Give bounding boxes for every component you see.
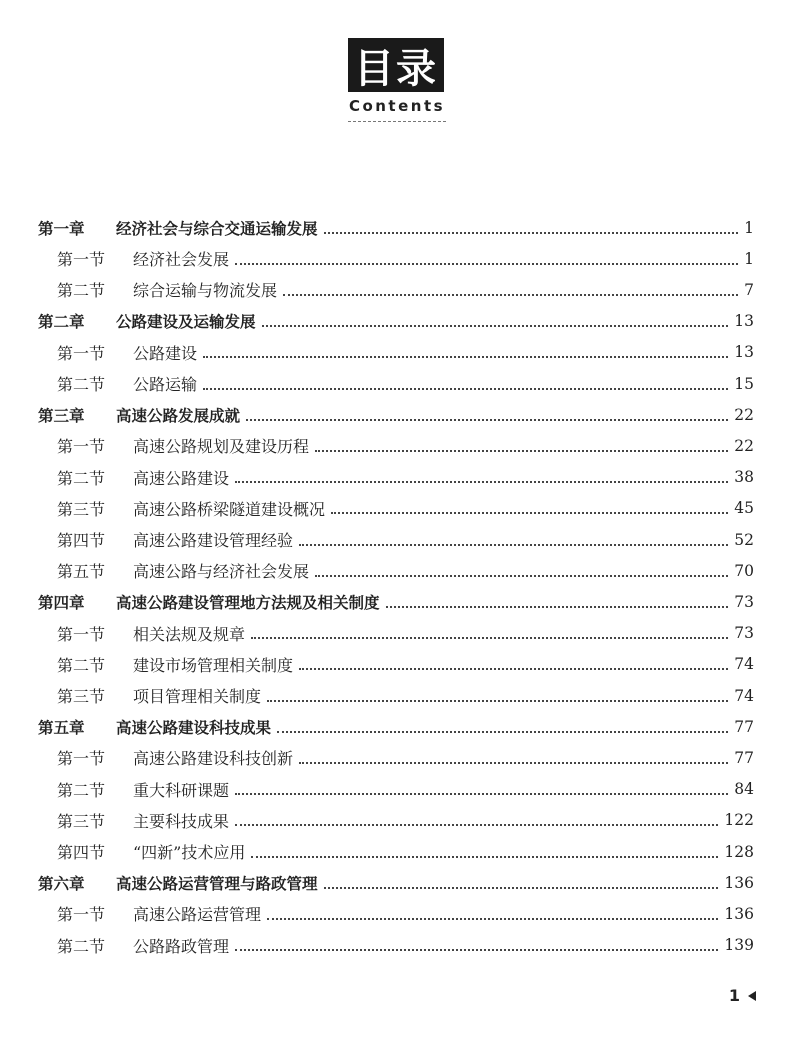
toc-entry-number: 第一节 (57, 624, 106, 644)
toc-entry-page: 77 (734, 748, 754, 767)
toc-entry-title: 高速公路与经济社会发展 (133, 562, 310, 582)
toc-entry-page: 45 (734, 499, 754, 518)
toc-entry-page: 1 (744, 249, 754, 268)
toc-entry-page: 13 (734, 343, 754, 362)
toc-entry-title: 经济社会发展 (133, 250, 230, 270)
toc-entry-title: 综合运输与物流发展 (133, 281, 278, 301)
toc-entry-title: 相关法规及规章 (133, 624, 246, 644)
toc-entry-page: 84 (734, 780, 754, 799)
toc-entry-number: 第二节 (57, 655, 106, 675)
toc-leader-dots (262, 325, 729, 327)
toc-entry-page: 139 (724, 936, 754, 955)
toc-entry-page: 70 (734, 561, 754, 580)
toc-leader-dots (324, 232, 739, 234)
toc-section-entry[interactable] (57, 836, 754, 867)
toc-chapter-entry[interactable] (38, 306, 754, 337)
toc-entry-page: 13 (734, 312, 754, 331)
toc-chapter-entry[interactable] (38, 867, 754, 898)
toc-entry-title: 高速公路建设科技创新 (133, 749, 294, 769)
toc-leader-dots (251, 637, 728, 639)
toc-entry-number: 第四节 (57, 843, 106, 862)
toc-entry-page: 7 (744, 280, 754, 299)
toc-entry-number: 第二章 (38, 313, 85, 332)
toc-entry-title: 高速公路规划及建设历程 (133, 437, 310, 457)
toc-entry-number: 第二节 (57, 375, 106, 394)
toc-entry-number: 第二节 (57, 780, 106, 800)
toc-chapter-entry[interactable] (38, 711, 754, 742)
toc-section-entry[interactable] (57, 243, 754, 274)
toc-section-entry[interactable] (57, 742, 754, 773)
toc-entry-number: 第一节 (57, 437, 106, 457)
toc-entry-title: 公路运输 (133, 375, 198, 394)
toc-section-entry[interactable] (57, 930, 754, 961)
toc-leader-dots (235, 949, 718, 951)
toc-entry-title: 高速公路发展成就 (116, 406, 241, 425)
toc-entry-number: 第三章 (38, 406, 85, 425)
toc-entry-number: 第一节 (57, 343, 106, 363)
toc-entry-title: “四新”技术应用 (133, 843, 246, 862)
toc-section-entry[interactable] (57, 774, 754, 805)
toc-leader-dots (203, 356, 728, 358)
toc-entry-number: 第一节 (57, 749, 106, 769)
toc-leader-dots (299, 762, 728, 764)
toc-entry-title: 主要科技成果 (133, 811, 230, 831)
toc-entry-title: 经济社会与综合交通运输发展 (116, 219, 318, 238)
toc-entry-title: 高速公路桥梁隧道建设概况 (133, 499, 326, 519)
toc-entry-page: 136 (724, 873, 754, 892)
toc-leader-dots (235, 824, 718, 826)
toc-entry-page: 22 (734, 436, 754, 455)
page-title: 目录 (348, 38, 444, 92)
toc-entry-title: 高速公路建设 (133, 468, 230, 488)
toc-entry-title: 重大科研课题 (133, 780, 230, 800)
toc-leader-dots (324, 887, 719, 889)
toc-entry-title: 项目管理相关制度 (133, 687, 262, 706)
toc-entry-number: 第二节 (57, 468, 106, 488)
toc-entry-page: 74 (734, 686, 754, 705)
toc-chapter-entry[interactable] (38, 399, 754, 430)
subtitle-divider (348, 121, 446, 122)
toc-leader-dots (267, 918, 718, 920)
toc-leader-dots (235, 263, 738, 265)
toc-entry-number: 第四节 (57, 531, 106, 550)
toc-chapter-entry[interactable] (38, 586, 754, 617)
toc-entry-title: 公路建设 (133, 343, 198, 363)
toc-leader-dots (299, 668, 728, 670)
toc-entry-number: 第二节 (57, 936, 106, 956)
toc-entry-number: 第三节 (57, 499, 106, 519)
toc-entry-title: 高速公路建设管理经验 (133, 531, 294, 550)
toc-leader-dots (235, 481, 728, 483)
toc-entry-title: 公路路政管理 (133, 936, 230, 956)
toc-entry-page: 136 (724, 904, 754, 923)
toc-entry-number: 第六章 (38, 874, 85, 893)
toc-chapter-entry[interactable] (38, 212, 754, 243)
toc-section-entry[interactable] (57, 337, 754, 368)
toc-section-entry[interactable] (57, 649, 754, 680)
toc-entry-page: 122 (724, 811, 754, 830)
toc-entry-number: 第五章 (38, 718, 85, 737)
toc-entry-number: 第一节 (57, 250, 106, 270)
toc-entry-page: 128 (724, 842, 754, 861)
toc-leader-dots (386, 606, 729, 608)
toc-leader-dots (267, 700, 728, 702)
toc-entry-title: 高速公路运营管理 (133, 905, 262, 925)
toc-entry-page: 1 (744, 218, 754, 237)
toc-leader-dots (331, 512, 728, 514)
toc-entry-number: 第四章 (38, 593, 85, 612)
toc-entry-number: 第三节 (57, 811, 106, 831)
toc-leader-dots (235, 793, 728, 795)
toc-entry-title: 高速公路建设科技成果 (116, 718, 272, 737)
toc-section-entry[interactable] (57, 898, 754, 929)
toc-leader-dots (315, 450, 728, 452)
toc-leader-dots (203, 388, 728, 390)
toc-entry-title: 公路建设及运输发展 (116, 313, 256, 332)
toc-section-entry[interactable] (57, 805, 754, 836)
toc-section-entry[interactable] (57, 555, 754, 586)
toc-section-entry[interactable] (57, 462, 754, 493)
page-number (729, 986, 756, 1005)
toc-entry-number: 第一节 (57, 905, 106, 925)
toc-leader-dots (283, 294, 738, 296)
triangle-left-icon (748, 991, 756, 1001)
toc-leader-dots (251, 856, 718, 858)
toc-entry-title: 建设市场管理相关制度 (133, 655, 294, 675)
toc-leader-dots (246, 419, 728, 421)
toc-leader-dots (299, 544, 728, 546)
toc-entry-number: 第三节 (57, 687, 106, 706)
page-number-label: 1 (728, 986, 740, 1005)
toc-section-entry[interactable] (57, 493, 754, 524)
toc-section-entry[interactable] (57, 430, 754, 461)
toc-entry-page: 38 (734, 468, 754, 487)
toc-section-entry[interactable] (57, 368, 754, 399)
toc-entry-page: 73 (734, 624, 754, 643)
toc-entry-number: 第五节 (57, 562, 106, 582)
toc-section-entry[interactable] (57, 618, 754, 649)
toc-entry-page: 22 (734, 405, 754, 424)
toc-entry-page: 73 (734, 592, 754, 611)
toc-entry-title: 高速公路运营管理与路政管理 (116, 874, 318, 893)
toc-entry-title: 高速公路建设管理地方法规及相关制度 (116, 593, 380, 612)
toc-entry-page: 77 (734, 717, 754, 736)
toc-entry-page: 52 (734, 530, 754, 549)
toc-section-entry[interactable] (57, 680, 754, 711)
toc-section-entry[interactable] (57, 274, 754, 305)
toc-entry-number: 第二节 (57, 281, 106, 301)
page-subtitle: Contents (348, 97, 446, 115)
toc-leader-dots (315, 575, 728, 577)
toc-entry-page: 74 (734, 655, 754, 674)
toc-section-entry[interactable] (57, 524, 754, 555)
toc-entry-page: 15 (734, 374, 754, 393)
toc-leader-dots (277, 731, 728, 733)
toc-entry-number: 第一章 (38, 219, 85, 238)
